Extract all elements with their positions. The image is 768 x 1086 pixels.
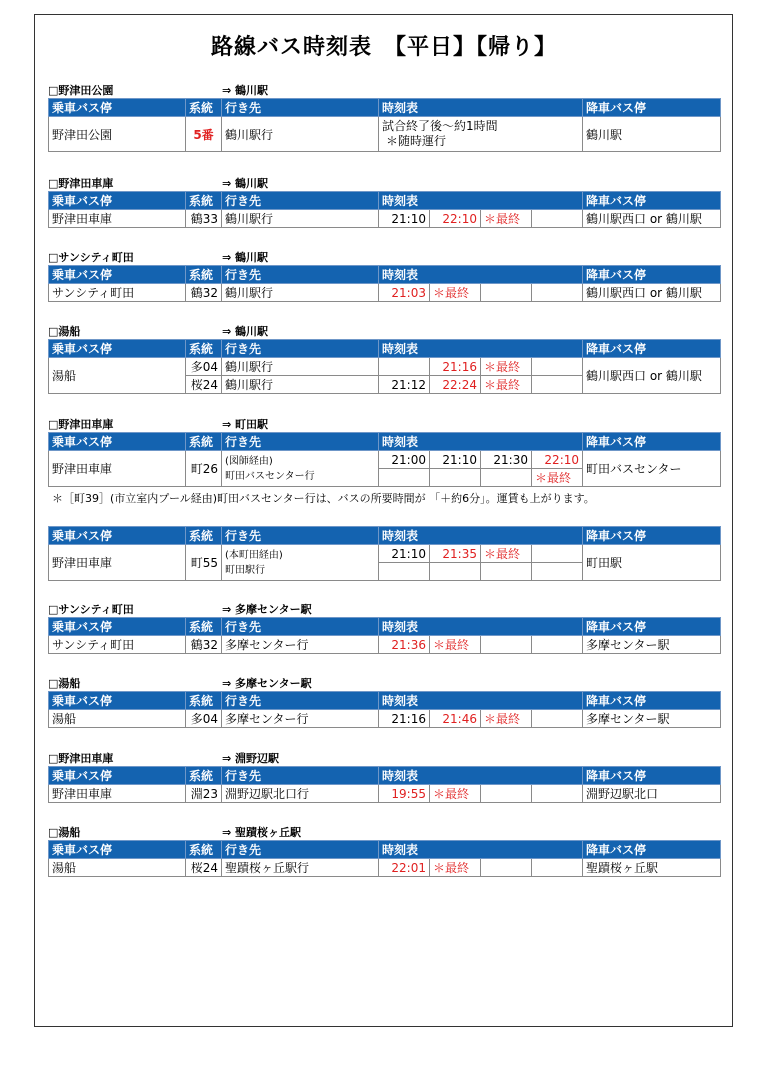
header-times: 時刻表	[379, 841, 583, 859]
timetable	[48, 191, 721, 228]
header-stop: 乗車バス停	[49, 433, 186, 451]
time-cell-empty	[481, 636, 532, 654]
time-cell: 21:16	[379, 710, 430, 728]
header-times: 時刻表	[379, 340, 583, 358]
section-yubune-tama	[48, 675, 720, 728]
table-row	[49, 451, 721, 469]
table-header-row	[49, 767, 721, 785]
section-destination: ⇒ 多摩センター駅	[222, 603, 312, 616]
header-times: 時刻表	[379, 692, 583, 710]
section-destination: ⇒ 鶴川駅	[222, 84, 269, 97]
timetable	[48, 98, 721, 152]
via-note: (本町田経由)	[225, 549, 283, 561]
alight-cell: 鶴川駅西口 or 鶴川駅	[583, 284, 721, 302]
time-cell-last: 22:24	[430, 376, 481, 394]
header-times: 時刻表	[379, 767, 583, 785]
header-sys: 系統	[186, 527, 222, 545]
section-origin: □湯船	[48, 826, 81, 839]
stop-cell: 野津田車庫	[49, 451, 186, 487]
route-cell: 多04	[186, 710, 222, 728]
time-cell: 21:10	[379, 210, 430, 228]
header-dest: 行き先	[222, 527, 379, 545]
table-row	[49, 710, 721, 728]
dest-cell: 多摩センター行	[222, 636, 379, 654]
timetable	[48, 840, 721, 877]
header-stop: 乗車バス停	[49, 266, 186, 284]
section-destination: ⇒ 聖蹟桜ヶ丘駅	[222, 826, 302, 839]
last-bus-note: ＊最終	[481, 710, 532, 728]
header-stop: 乗車バス停	[49, 841, 186, 859]
header-alight: 降車バス停	[583, 99, 721, 117]
time-cell-last: 22:01	[379, 859, 430, 877]
time-cell-empty	[481, 469, 532, 487]
header-stop: 乗車バス停	[49, 692, 186, 710]
header-sys: 系統	[186, 618, 222, 636]
route-cell: 鶴32	[186, 284, 222, 302]
header-times: 時刻表	[379, 266, 583, 284]
time-cell-empty	[481, 859, 532, 877]
header-sys: 系統	[186, 692, 222, 710]
stop-cell: 湯船	[49, 710, 186, 728]
header-sys: 系統	[186, 99, 222, 117]
section-origin: □湯船	[48, 325, 81, 338]
stop-cell: 野津田車庫	[49, 210, 186, 228]
last-bus-note: ＊最終	[532, 469, 583, 487]
alight-cell: 淵野辺駅北口	[583, 785, 721, 803]
table-row	[49, 210, 721, 228]
last-bus-note: ＊最終	[481, 210, 532, 228]
alight-cell: 聖蹟桜ヶ丘駅	[583, 859, 721, 877]
time-cell-last: 21:35	[430, 545, 481, 563]
section-yubune-seiseki	[48, 824, 720, 877]
section-origin: □野津田車庫	[48, 177, 114, 190]
dest-cell	[222, 451, 379, 487]
timetable	[48, 432, 721, 487]
time-cell: 21:10	[379, 545, 430, 563]
last-bus-note: ＊最終	[430, 785, 481, 803]
last-bus-note: ＊最終	[481, 376, 532, 394]
time-cell-last: 22:10	[532, 451, 583, 469]
time-cell-empty	[379, 358, 430, 376]
header-dest: 行き先	[222, 618, 379, 636]
section-destination: ⇒ 町田駅	[222, 418, 269, 431]
timetable	[48, 339, 721, 394]
header-alight: 降車バス停	[583, 527, 721, 545]
time-note-2: ＊随時運行	[386, 134, 447, 148]
header-alight: 降車バス停	[583, 340, 721, 358]
header-stop: 乗車バス停	[49, 192, 186, 210]
time-cell-empty	[532, 785, 583, 803]
time-cell-empty	[481, 563, 532, 581]
section-destination: ⇒ 淵野辺駅	[222, 752, 280, 765]
time-cell-last: 19:55	[379, 785, 430, 803]
via-note: (図師経由)	[225, 455, 273, 467]
time-cell-empty	[379, 469, 430, 487]
timetable	[48, 691, 721, 728]
dest-cell: 鶴川駅行	[222, 284, 379, 302]
header-stop: 乗車バス停	[49, 99, 186, 117]
table-row	[49, 358, 721, 376]
time-cell-last: 21:36	[379, 636, 430, 654]
section-origin: □野津田公園	[48, 84, 114, 97]
table-header-row	[49, 618, 721, 636]
time-cell: 21:10	[430, 451, 481, 469]
timetable	[48, 526, 721, 581]
table-header-row	[49, 192, 721, 210]
table-header-row	[49, 841, 721, 859]
table-row	[49, 284, 721, 302]
dest-cell: 鶴川駅行	[222, 376, 379, 394]
time-cell-last: 22:10	[430, 210, 481, 228]
table-header-row	[49, 692, 721, 710]
table-row	[49, 545, 721, 563]
header-dest: 行き先	[222, 99, 379, 117]
section-yubune-tsurukawa	[48, 323, 720, 394]
time-cell-empty	[532, 710, 583, 728]
header-dest: 行き先	[222, 192, 379, 210]
table-row	[49, 859, 721, 877]
stop-cell: 野津田車庫	[49, 785, 186, 803]
header-sys: 系統	[186, 340, 222, 358]
header-times: 時刻表	[379, 527, 583, 545]
dest-cell: 淵野辺駅北口行	[222, 785, 379, 803]
alight-cell: 鶴川駅西口 or 鶴川駅	[583, 210, 721, 228]
time-cell-last: 21:03	[379, 284, 430, 302]
header-stop: 乗車バス停	[49, 767, 186, 785]
section-destination: ⇒ 多摩センター駅	[222, 677, 312, 690]
time-cell-empty	[532, 358, 583, 376]
stop-cell: サンシティ町田	[49, 284, 186, 302]
header-dest: 行き先	[222, 340, 379, 358]
dest-cell	[222, 545, 379, 581]
timetable	[48, 617, 721, 654]
time-cell: 21:30	[481, 451, 532, 469]
dest-cell: 多摩センター行	[222, 710, 379, 728]
alight-cell: 町田駅	[583, 545, 721, 581]
header-alight: 降車バス停	[583, 618, 721, 636]
section-origin: □サンシティ町田	[48, 251, 134, 264]
header-times: 時刻表	[379, 192, 583, 210]
time-cell-empty	[430, 563, 481, 581]
alight-cell: 鶴川駅西口 or 鶴川駅	[583, 358, 721, 394]
time-cell-empty	[532, 210, 583, 228]
header-stop: 乗車バス停	[49, 527, 186, 545]
header-sys: 系統	[186, 433, 222, 451]
section-suncity-tama	[48, 601, 720, 654]
section-nozuta-garage-fuchinobe	[48, 750, 720, 803]
time-cell-empty	[532, 284, 583, 302]
alight-cell: 町田バスセンター	[583, 451, 721, 487]
table-row	[49, 117, 721, 152]
section-origin: □野津田車庫	[48, 418, 114, 431]
stop-cell: 野津田車庫	[49, 545, 186, 581]
header-dest: 行き先	[222, 692, 379, 710]
header-stop: 乗車バス停	[49, 618, 186, 636]
dest-cell: 鶴川駅行	[222, 117, 379, 152]
header-sys: 系統	[186, 767, 222, 785]
page-title: 路線バス時刻表 【平日】【帰り】	[210, 35, 557, 60]
table-header-row	[49, 527, 721, 545]
header-alight: 降車バス停	[583, 266, 721, 284]
header-times: 時刻表	[379, 433, 583, 451]
time-cell-empty	[532, 563, 583, 581]
time-cell-empty	[532, 636, 583, 654]
time-cell: 21:12	[379, 376, 430, 394]
alight-cell: 多摩センター駅	[583, 710, 721, 728]
table-header-row	[49, 266, 721, 284]
header-alight: 降車バス停	[583, 767, 721, 785]
time-cell-empty	[532, 545, 583, 563]
route-cell: 多04	[186, 358, 222, 376]
stop-cell: サンシティ町田	[49, 636, 186, 654]
last-bus-note: ＊最終	[430, 284, 481, 302]
time-cell-empty	[481, 284, 532, 302]
time-cell-empty	[430, 469, 481, 487]
section-nozuta-garage-machida	[48, 416, 720, 487]
timetable	[48, 265, 721, 302]
route-cell: 淵23	[186, 785, 222, 803]
section-nozuta-garage-tsurukawa	[48, 175, 720, 228]
section-origin: □野津田車庫	[48, 752, 114, 765]
route-cell: 町55	[186, 545, 222, 581]
dest-cell: 鶴川駅行	[222, 210, 379, 228]
route-cell: 桜24	[186, 376, 222, 394]
route-cell: 鶴32	[186, 636, 222, 654]
header-times: 時刻表	[379, 618, 583, 636]
alight-cell: 鶴川駅	[583, 117, 721, 152]
header-dest: 行き先	[222, 266, 379, 284]
last-bus-note: ＊最終	[481, 545, 532, 563]
header-times: 時刻表	[379, 99, 583, 117]
section-nozuta-park-tsurukawa	[48, 82, 720, 152]
section-destination: ⇒ 鶴川駅	[222, 251, 269, 264]
time-cell-last: 21:16	[430, 358, 481, 376]
header-alight: 降車バス停	[583, 692, 721, 710]
time-cell-last: 21:46	[430, 710, 481, 728]
route-cell: 5番	[186, 117, 222, 152]
time-cell: 21:00	[379, 451, 430, 469]
route-cell: 鶴33	[186, 210, 222, 228]
last-bus-note: ＊最終	[481, 358, 532, 376]
section-suncity-tsurukawa	[48, 249, 720, 302]
header-alight: 降車バス停	[583, 433, 721, 451]
stop-cell: 湯船	[49, 358, 186, 394]
dest-cell: 聖蹟桜ヶ丘駅行	[222, 859, 379, 877]
time-cell-empty	[379, 563, 430, 581]
time-cell-empty	[532, 376, 583, 394]
table-row	[49, 785, 721, 803]
header-dest: 行き先	[222, 841, 379, 859]
time-cell-empty	[532, 859, 583, 877]
header-sys: 系統	[186, 841, 222, 859]
last-bus-note: ＊最終	[430, 636, 481, 654]
section-nozuta-garage-machida-2	[48, 526, 720, 581]
footnote: ＊［町39］(市立室内プール経由)町田バスセンター行は、バスの所要時間が 「＋約6分」。運賃も上がります。	[52, 492, 595, 505]
time-note-1: 試合終了後～約1時間	[382, 119, 498, 133]
stop-cell: 野津田公園	[49, 117, 186, 152]
table-header-row	[49, 340, 721, 358]
header-stop: 乗車バス停	[49, 340, 186, 358]
table-header-row	[49, 433, 721, 451]
section-destination: ⇒ 鶴川駅	[222, 177, 269, 190]
header-sys: 系統	[186, 192, 222, 210]
dest-cell: 鶴川駅行	[222, 358, 379, 376]
header-alight: 降車バス停	[583, 192, 721, 210]
timetable	[48, 766, 721, 803]
route-cell: 町26	[186, 451, 222, 487]
table-header-row	[49, 99, 721, 117]
last-bus-note: ＊最終	[430, 859, 481, 877]
section-destination: ⇒ 鶴川駅	[222, 325, 269, 338]
dest-name: 町田駅行	[225, 564, 265, 576]
route-cell: 桜24	[186, 859, 222, 877]
header-alight: 降車バス停	[583, 841, 721, 859]
time-cell	[379, 117, 583, 152]
table-row	[49, 636, 721, 654]
section-origin: □湯船	[48, 677, 81, 690]
section-origin: □サンシティ町田	[48, 603, 134, 616]
dest-name: 町田バスセンター行	[225, 470, 315, 482]
header-dest: 行き先	[222, 767, 379, 785]
time-cell-empty	[481, 785, 532, 803]
header-sys: 系統	[186, 266, 222, 284]
alight-cell: 多摩センター駅	[583, 636, 721, 654]
header-dest: 行き先	[222, 433, 379, 451]
stop-cell: 湯船	[49, 859, 186, 877]
